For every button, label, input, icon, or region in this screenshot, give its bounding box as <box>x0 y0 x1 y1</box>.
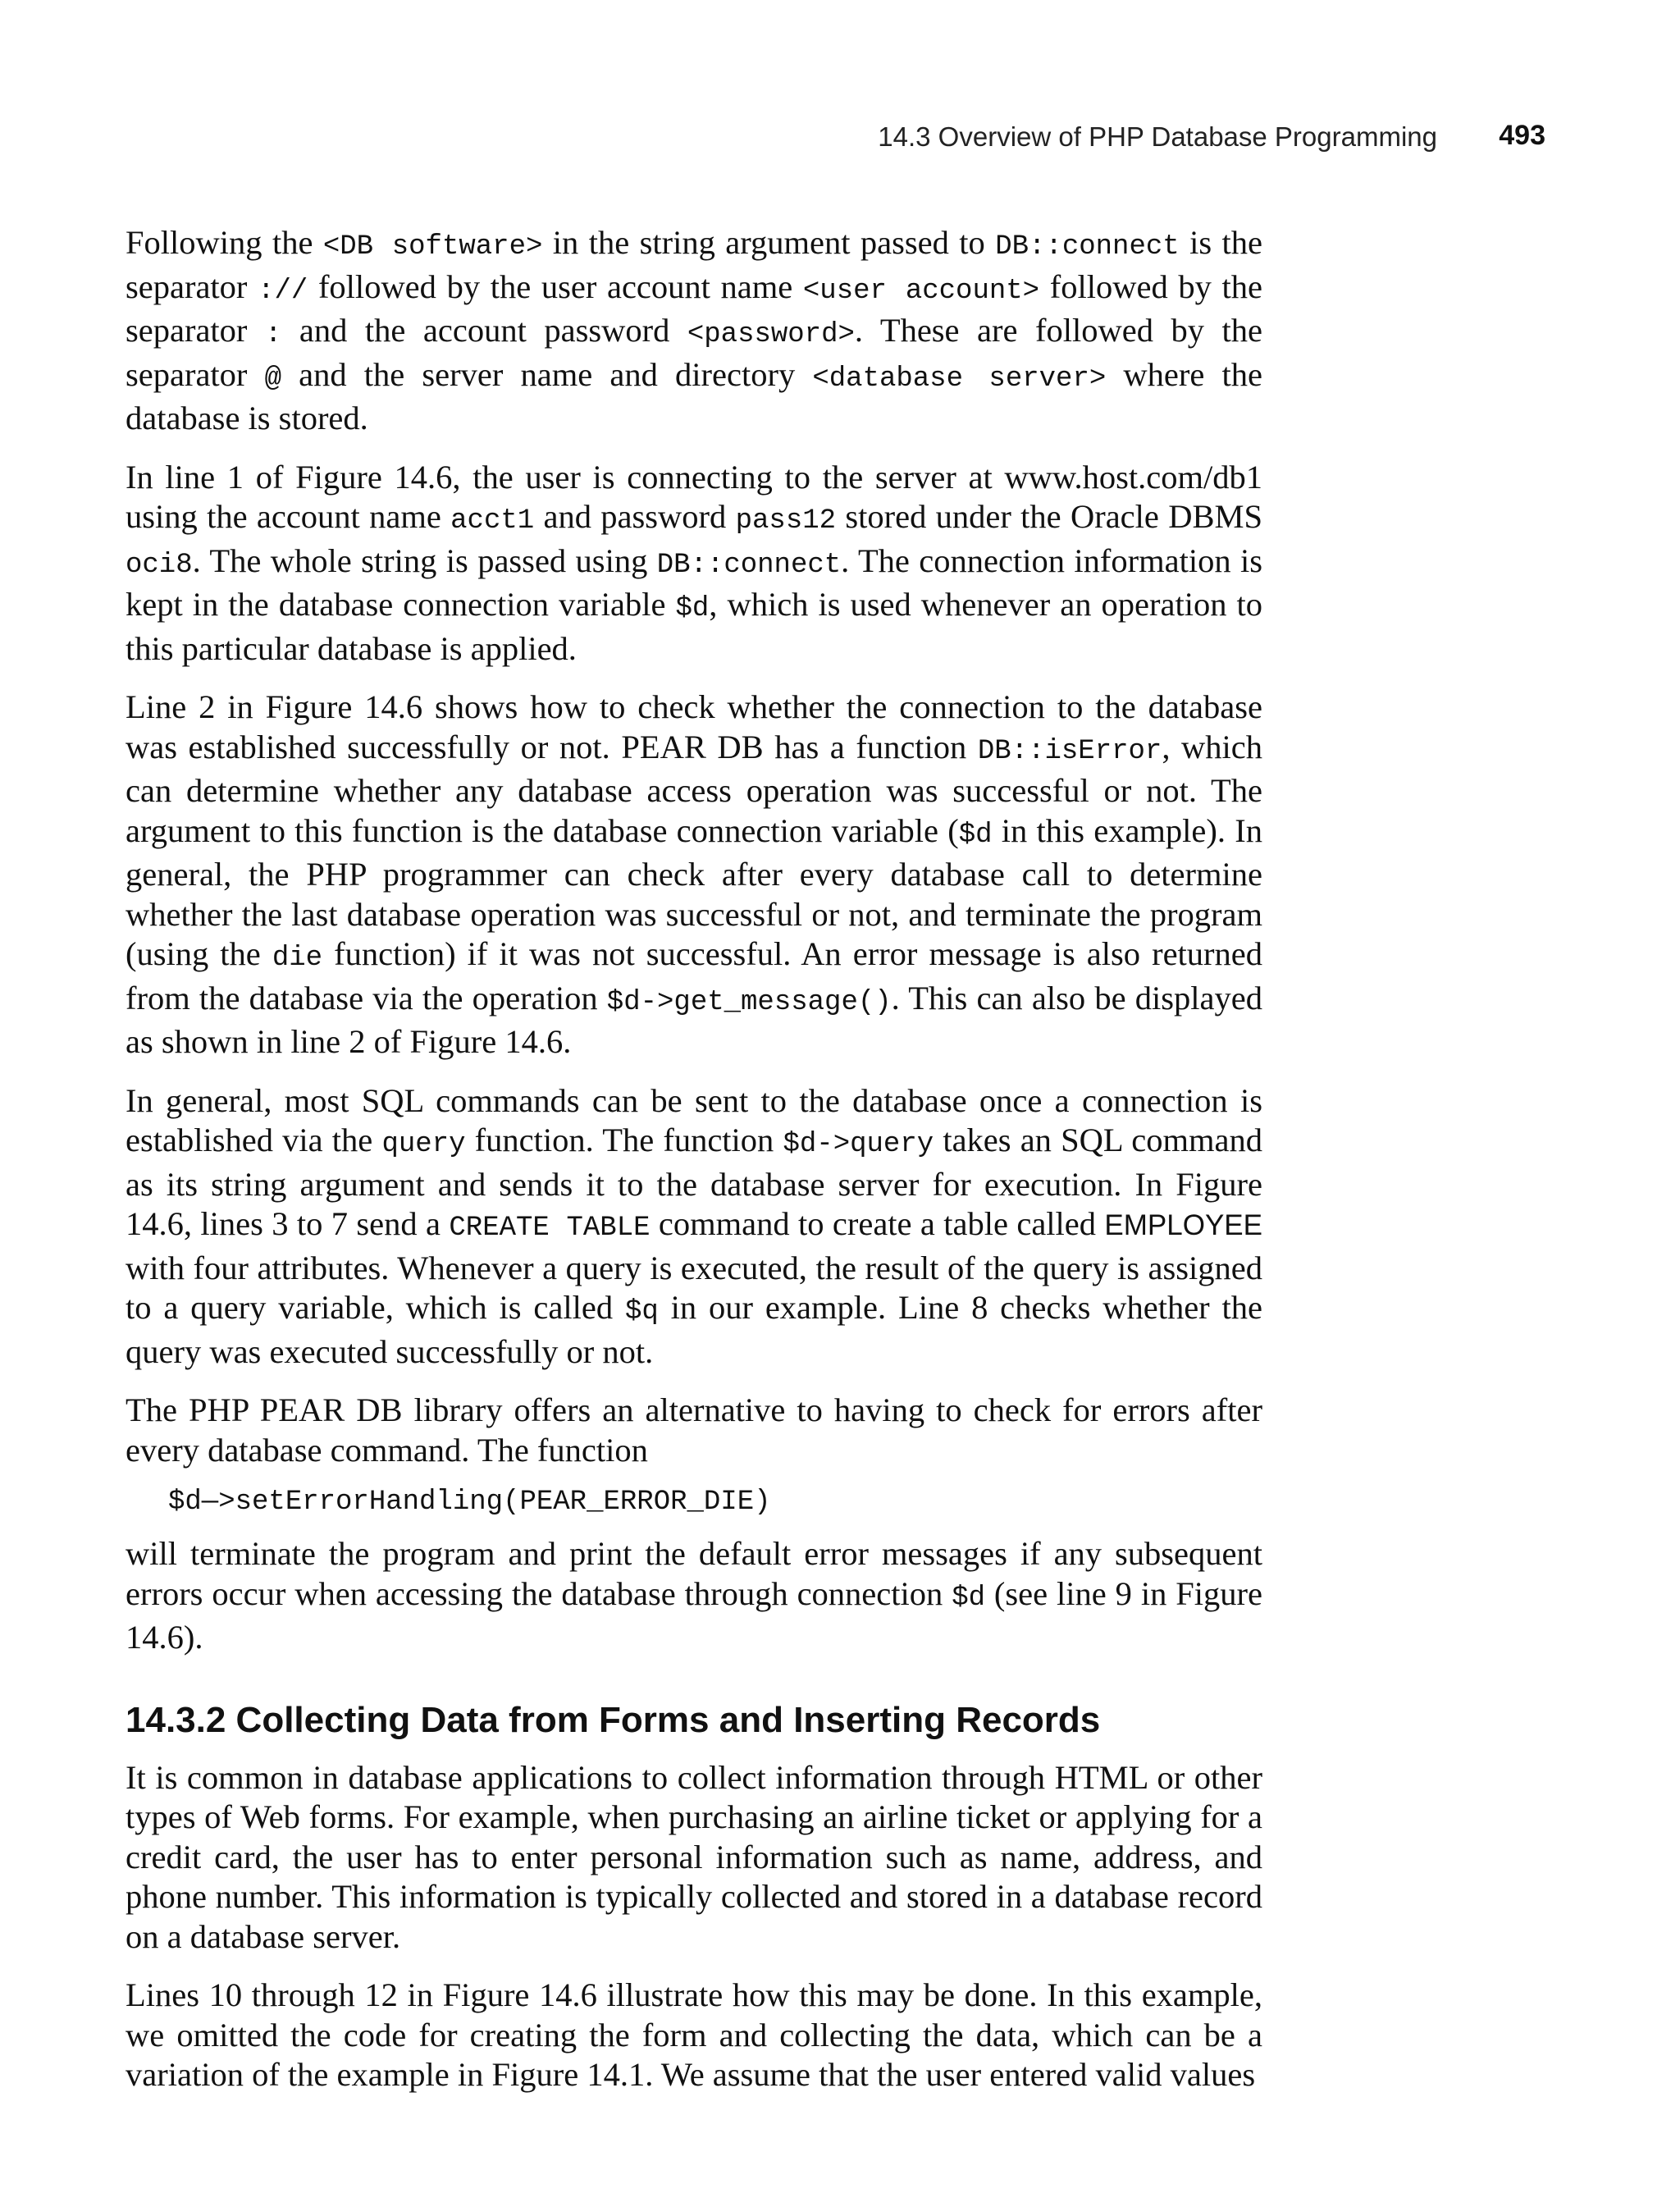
code-term: $q <box>624 1296 659 1327</box>
text: Lines 10 through 12 in Figure 14.6 illustrate how this may be done. In this example, we omitted the code for creating the form and collecting the data, which can be a variation of the example in Figure 14.1. We assume that the user entered valid values <box>126 1976 1262 2093</box>
code-term: pass12 <box>735 505 837 537</box>
text: . The whole string is passed using <box>192 541 657 579</box>
paragraph-8 <box>126 1976 1262 2095</box>
text: , which is used whenever an operation to this particular database is applied. <box>126 586 1262 667</box>
code-term: CREATE TABLE <box>449 1213 651 1244</box>
text: In line 1 of Figure 14.6, the user is connecting to the server at www.host.com/db1 using the account name <box>126 458 1262 535</box>
section-heading: 14.3.2 Collecting Data from Forms and Inserting Records <box>126 1699 1101 1740</box>
text: where the database is stored. <box>126 355 1263 436</box>
code-term: <database server> <box>812 363 1107 395</box>
paragraph-7 <box>126 1758 1262 1958</box>
text: . These are followed by the separator <box>126 312 1263 393</box>
code-term: oci8 <box>126 549 193 581</box>
text: in this example). In general, the PHP programmer can check after every database call to determine whether the last database operation was successful or not, and terminate the program (using the <box>126 811 1262 972</box>
text: is the separator <box>126 224 1262 305</box>
text: It is common in database applications to collect information through HTML or other types of Web forms. For example, when purchasing an airline ticket or applying for a credit card, the user has to enter personal information such as name, address, and phone number. This information is typically collected and stored in a database record on a database server. <box>126 1758 1262 1955</box>
code-term: : <box>264 319 282 350</box>
text: In general, most SQL commands can be sent to the database once a connection is established via the <box>126 1081 1262 1158</box>
code-term: DB::connect <box>995 231 1180 263</box>
text: Following the <box>126 224 323 261</box>
relation-name: EMPLOYEE <box>1104 1209 1262 1241</box>
text: command to create a table called <box>650 1205 1105 1242</box>
text: followed by the user account name <box>308 267 803 305</box>
code-term: $d <box>952 1582 985 1614</box>
paragraph-3 <box>126 688 1262 1062</box>
text: and the server name and directory <box>281 355 813 393</box>
text: function) if it was not successful. An error message is also returned from the database via the operation <box>126 935 1263 1016</box>
paragraph-1 <box>126 223 1262 439</box>
text: in the string argument passed to <box>542 224 996 261</box>
text: The PHP PEAR DB library offers an alternative to having to check for errors after every database command. The function <box>126 1391 1262 1469</box>
text: in our example. Line 8 checks whether the query was executed successfully or not. <box>126 1289 1263 1370</box>
paragraph-5 <box>126 1391 1262 1470</box>
text: , which can determine whether any database access operation was successful or not. The argument to this function is the database connection variable ( <box>126 728 1262 849</box>
text: will terminate the program and print the default error messages if any subsequent errors occur when accessing the database through connection <box>126 1535 1262 1612</box>
paragraph-6 <box>126 1534 1262 1658</box>
code-term: $d->query <box>783 1129 934 1160</box>
text: . This can also be displayed as shown in line 2 of Figure 14.6. <box>126 979 1262 1060</box>
code-term: die <box>272 943 323 974</box>
code-term: DB::connect <box>656 549 842 581</box>
text: and password <box>534 498 736 535</box>
code-line: $d—>setErrorHandling(PEAR_ERROR_DIE) <box>168 1487 771 1518</box>
page-number: 493 <box>1499 120 1545 151</box>
text: and the account password <box>281 312 687 349</box>
text: Line 2 in Figure 14.6 shows how to check whether the connection to the database was established successfully or not. PEAR DB has a function <box>126 688 1262 765</box>
text: takes an SQL command as its string argument and sends it to the database server for execution. In Figure 14.6, lines 3 to 7 send a <box>126 1122 1263 1242</box>
code-term: acct1 <box>450 505 535 537</box>
text: stored under the Oracle DBMS <box>836 498 1262 535</box>
code-term: $d <box>675 593 710 624</box>
text: followed by the separator <box>126 267 1262 349</box>
text: . The connection information is kept in the database connection variable <box>126 541 1262 623</box>
code-term: <DB software> <box>322 231 543 263</box>
paragraph-4 <box>126 1081 1262 1373</box>
text: with four attributes. Whenever a query is executed, the result of the query is assigned to a query variable, which is called <box>126 1249 1262 1326</box>
running-header <box>0 115 1680 156</box>
page-body <box>126 223 1262 2114</box>
code-term: <password> <box>687 319 855 350</box>
text: (see line 9 in Figure 14.6). <box>126 1574 1263 1656</box>
running-title: 14.3 Overview of PHP Database Programming <box>878 121 1437 152</box>
code-term: DB::isError <box>977 735 1162 767</box>
text: function. The function <box>465 1122 783 1158</box>
code-term: $d <box>958 819 993 851</box>
code-term: $d->get_message() <box>606 986 892 1018</box>
code-term: :// <box>258 275 308 307</box>
code-term: <user account> <box>802 275 1040 307</box>
code-term: @ <box>264 363 281 395</box>
code-term: query <box>381 1129 466 1160</box>
paragraph-2 <box>126 458 1262 669</box>
